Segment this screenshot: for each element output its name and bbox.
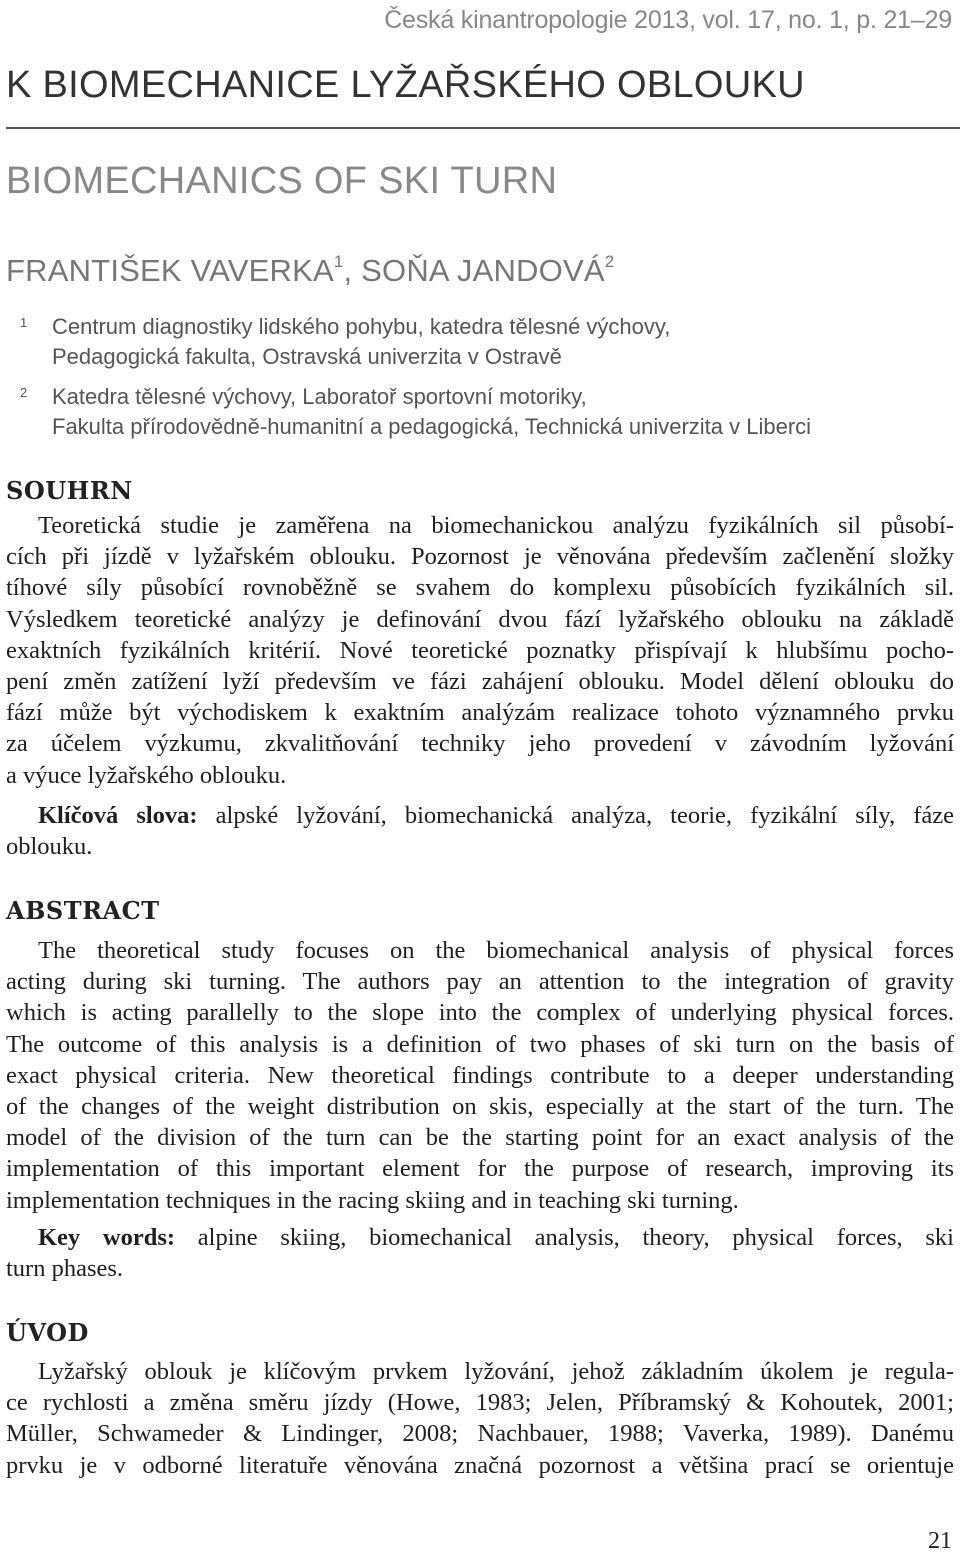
page-number: 21: [928, 1528, 952, 1554]
text-line: implementation of this important element for the purpose of research, improving its: [6, 1155, 954, 1183]
affiliation-line: Fakulta přírodovědně-humanitní a pedagogická, Technická univerzita v Liberci: [52, 414, 812, 439]
text-line: acting during ski turning. The authors pay an attention to the integration of gravity: [6, 968, 954, 996]
article-title-czech: K BIOMECHANICE LYŽAŘSKÉHO OBLOUKU: [6, 64, 805, 106]
keywords-line: [6, 1222, 954, 1253]
text-line: model of the division of the turn can be the starting point for an exact analysis of the: [6, 1124, 954, 1152]
text-line: Müller, Schwameder & Lindinger, 2008; Nachbauer, 1988; Vaverka, 1989). Danému: [6, 1420, 954, 1448]
author-separator: ,: [343, 253, 362, 288]
souhrn-keywords: [6, 800, 954, 862]
author-affiliation-mark: 2: [604, 252, 615, 271]
text-line: The theoretical study focuses on the biomechanical analysis of physical forces: [38, 937, 954, 964]
author-name: SOŇA JANDOVÁ: [361, 253, 605, 288]
affiliation-line: Katedra tělesné výchovy, Laboratoř sportovní motoriky,: [52, 384, 587, 409]
souhrn-paragraph: [6, 510, 954, 791]
abstract-keywords: [6, 1222, 954, 1284]
affiliation-mark: 1: [20, 315, 28, 330]
text-line: prvku je v odborné literatuře věnována značná pozornost a většina prací se orientuje: [6, 1451, 954, 1479]
author-affiliation-mark: 1: [333, 252, 344, 271]
text-line: za účelem výzkumu, zkvalitňování techniky jeho provedení v závodním lyžování: [6, 730, 954, 758]
keywords-label: Key words:: [38, 1224, 176, 1251]
author-name: FRANTIŠEK VAVERKA: [6, 253, 334, 288]
text-line: fází může být východiskem k exaktním analýzám realizace tohoto významného prvku: [6, 699, 954, 727]
keywords-label: Klíčová slova:: [38, 802, 198, 829]
text-line: of the changes of the weight distribution on skis, especially at the start of the turn. The: [6, 1093, 954, 1121]
text-line: exaktních fyzikálních kritérií. Nové teoretické poznatky přispívají k hlubšímu pocho-: [6, 636, 954, 664]
keywords-line: [6, 800, 954, 831]
text-line: tíhové síly působící rovnoběžně se svahem do komplexu působících fyzikálních sil.: [6, 574, 954, 602]
affiliation-mark: 2: [20, 385, 28, 400]
uvod-paragraph: [6, 1356, 954, 1481]
article-title-english: BIOMECHANICS OF SKI TURN: [6, 160, 558, 202]
keywords-line: oblouku.: [6, 833, 93, 861]
text-line: a výuce lyžařského oblouku.: [6, 761, 287, 789]
text-line: The outcome of this analysis is a definition of two phases of ski turn on the basis of: [6, 1030, 954, 1058]
text-line: which is acting parallelly to the slope into the complex of underlying physical forces.: [6, 999, 954, 1027]
abstract-paragraph: [6, 935, 954, 1216]
text-line: Teoretická studie je zaměřena na biomechanickou analýzu fyzikálních sil působí-: [38, 512, 954, 539]
affiliation: [20, 382, 812, 442]
keywords-line: turn phases.: [6, 1255, 124, 1283]
affiliation-line: Centrum diagnostiky lidského pohybu, katedra tělesné výchovy,: [52, 314, 671, 339]
text-line: exact physical criteria. New theoretical findings contribute to a deeper understanding: [6, 1061, 954, 1089]
affiliation: [20, 312, 671, 372]
journal-citation: Česká kinantropologie 2013, vol. 17, no. 1, p. 21–29: [384, 6, 952, 34]
title-divider: [6, 127, 960, 129]
keywords-text: alpine skiing, biomechanical analysis, theory, physical forces, ski: [175, 1224, 954, 1251]
text-line: cích při jízdě v lyžařském oblouku. Pozornost je věnována především začlenění složky: [6, 543, 954, 571]
author-list: [6, 252, 614, 289]
text-line: Výsledkem teoretické analýzy je definování dvou fází lyžařského oblouku na základě: [6, 605, 954, 633]
section-heading-abstract: ABSTRACT: [6, 896, 160, 925]
section-heading-souhrn: SOUHRN: [6, 476, 133, 505]
affiliation-line: Pedagogická fakulta, Ostravská univerzita v Ostravě: [52, 344, 562, 369]
text-line: Lyžařský oblouk je klíčovým prvkem lyžování, jehož základním úkolem je regula-: [38, 1358, 954, 1385]
keywords-text: alpské lyžování, biomechanická analýza, teorie, fyzikální síly, fáze: [197, 802, 954, 829]
section-heading-uvod: ÚVOD: [6, 1318, 89, 1347]
text-line: implementation techniques in the racing skiing and in teaching ski turning.: [6, 1186, 739, 1214]
text-line: pení změn zatížení lyží především ve fázi zahájení oblouku. Model dělení oblouku do: [6, 668, 954, 696]
text-line: ce rychlosti a změna směru jízdy (Howe, 1983; Jelen, Příbramský & Kohoutek, 2001;: [6, 1389, 954, 1417]
